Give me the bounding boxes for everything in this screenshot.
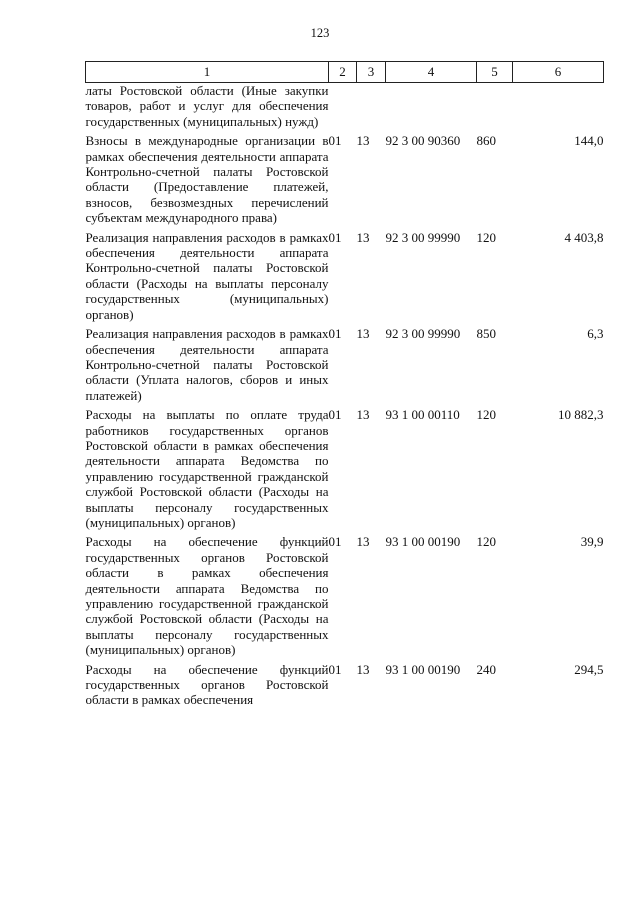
column-header-3: 3 xyxy=(357,62,386,83)
column-header-1: 1 xyxy=(86,62,329,83)
table-row xyxy=(86,129,604,225)
row-subsection: 13 xyxy=(356,326,370,342)
table-row xyxy=(86,658,604,708)
row-name: Взносы в международные организации в рамках обеспечения деятельности аппарата Контрольно-счетной палаты Ростовской области (Предоставление платежей, взносов, безвозмездных перечислений субъектам международного права) xyxy=(85,133,329,226)
row-target-code: 92 3 00 90360 xyxy=(385,133,461,149)
row-expense-type: 850 xyxy=(476,326,496,342)
row-expense-type: 240 xyxy=(476,661,496,677)
table-row xyxy=(86,530,604,657)
row-amount: 6,3 xyxy=(587,326,604,342)
row-expense-type: 860 xyxy=(476,133,496,149)
row-section xyxy=(329,83,357,130)
row-subsection: 13 xyxy=(356,133,370,149)
row-target-code: 93 1 00 00190 xyxy=(385,534,461,550)
column-header-6: 6 xyxy=(513,62,604,83)
row-name: Расходы на обеспечение функций государственных органов Ростовской области в рамках обеспечения xyxy=(85,661,329,708)
column-header-2: 2 xyxy=(329,62,357,83)
row-expense-type xyxy=(477,83,513,130)
row-section: 01 xyxy=(328,534,342,550)
row-amount xyxy=(513,83,604,130)
row-expense-type: 120 xyxy=(476,534,496,550)
row-section: 01 xyxy=(328,326,342,342)
column-header-4: 4 xyxy=(386,62,477,83)
row-expense-type: 120 xyxy=(476,229,496,245)
row-subsection xyxy=(357,83,386,130)
page-number: 123 xyxy=(310,26,330,40)
row-target-code: 93 1 00 00190 xyxy=(385,661,461,677)
budget-table xyxy=(85,61,604,708)
table-row xyxy=(86,226,604,322)
row-subsection: 13 xyxy=(356,407,370,423)
row-target-code xyxy=(386,83,477,130)
table-header-row xyxy=(86,62,604,83)
row-subsection: 13 xyxy=(356,534,370,550)
row-name: Реализация направления расходов в рамках обеспечения деятельности аппарата Контрольно-счетной палаты Ростовской области (Расходы на выплаты персоналу государственных (муниципальных) органов) xyxy=(85,229,329,322)
row-target-code: 93 1 00 00110 xyxy=(385,407,460,423)
row-name: Расходы на обеспечение функций государственных органов Ростовской области в рамках обеспечения деятельности аппарата Ведомства по управлению государственной гражданской службой Ростовской области (Расходы на выплаты персоналу государственных (муниципальных) органов) xyxy=(85,534,329,658)
row-subsection: 13 xyxy=(356,229,370,245)
row-name: латы Ростовской области (Иные закупки товаров, работ и услуг для обеспечения государственных (муниципальных) нужд) xyxy=(85,83,329,129)
row-section: 01 xyxy=(328,229,342,245)
table-row xyxy=(86,83,604,130)
row-section: 01 xyxy=(328,133,342,149)
row-amount: 294,5 xyxy=(574,661,604,677)
table-row xyxy=(86,403,604,530)
row-section: 01 xyxy=(328,407,342,423)
row-expense-type: 120 xyxy=(476,407,496,423)
row-name: Расходы на выплаты по оплате труда работников государственных органов Ростовской области в рамках обеспечения деятельности аппарата Ведомства по управлению государственной гражданской службой Ростовской области (Расходы на выплаты персоналу государственных (муниципальных) органов) xyxy=(85,407,329,530)
row-amount: 4 403,8 xyxy=(564,229,604,245)
row-amount: 39,9 xyxy=(580,534,604,550)
row-amount: 10 882,3 xyxy=(558,407,604,423)
row-subsection: 13 xyxy=(356,661,370,677)
row-section: 01 xyxy=(328,661,342,677)
row-amount: 144,0 xyxy=(574,133,604,149)
column-header-5: 5 xyxy=(477,62,513,83)
row-target-code: 92 3 00 99990 xyxy=(385,326,461,342)
row-name: Реализация направления расходов в рамках обеспечения деятельности аппарата Контрольно-счетной палаты Ростовской области (Уплата налогов, сборов и иных платежей) xyxy=(85,326,329,403)
table-row xyxy=(86,322,604,403)
row-target-code: 92 3 00 99990 xyxy=(385,229,461,245)
